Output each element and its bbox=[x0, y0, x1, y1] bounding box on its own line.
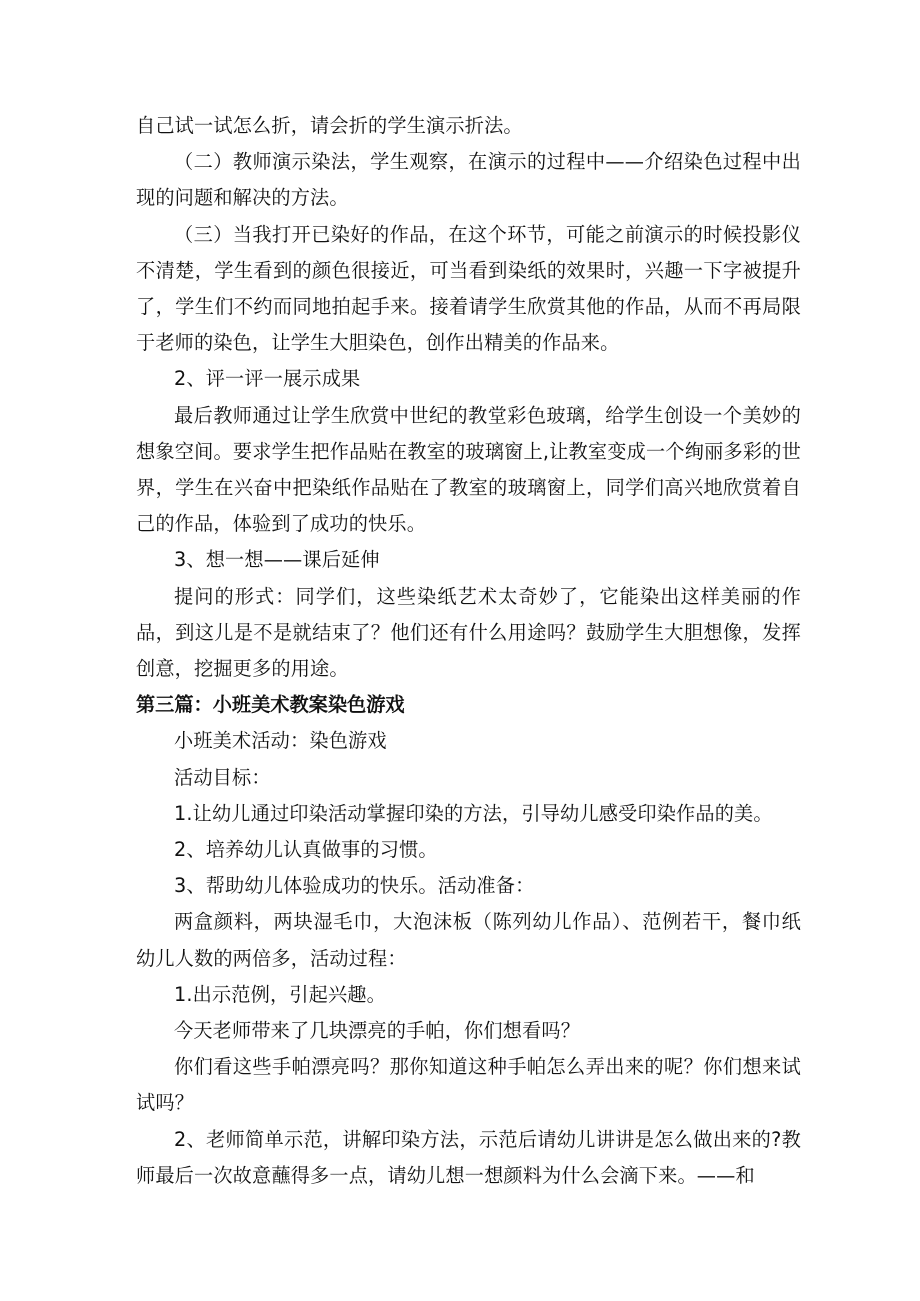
paragraph: 两盒颜料，两块湿毛巾，大泡沫板（陈列幼儿作品）、范例若干，餐巾纸幼儿人数的两倍多，活动过程： bbox=[136, 910, 801, 970]
paragraph: 3、帮助幼儿体验成功的快乐。活动准备： bbox=[174, 874, 535, 898]
paragraph: 2、培养幼儿认真做事的习惯。 bbox=[174, 838, 438, 862]
paragraph: 3、想一想——课后延伸 bbox=[174, 548, 380, 572]
paragraph: 活动目标： bbox=[174, 765, 271, 789]
paragraph: 2、老师简单示范，讲解印染方法，示范后请幼儿讲讲是怎么做出来的?教师最后一次故意蘸得多一点，请幼儿想一想颜料为什么会滴下来。——和 bbox=[136, 1127, 801, 1187]
paragraph: 2、评一评一展示成果 bbox=[174, 367, 361, 391]
paragraph: 自己试一试怎么折，请会折的学生演示折法。 bbox=[136, 114, 523, 137]
section-heading: 第三篇：小班美术教案染色游戏 bbox=[136, 693, 405, 717]
paragraph: 最后教师通过让学生欣赏中世纪的教堂彩色玻璃，给学生创设一个美妙的想象空间。要求学生把作品贴在教室的玻璃窗上,让教室变成一个绚丽多彩的世界，学生在兴奋中把染纸作品贴在了教室的玻璃窗上，同学们高兴地欣赏着自己的作品，体验到了成功的快乐。 bbox=[136, 403, 801, 536]
paragraph: 1.让幼儿通过印染活动掌握印染的方法，引导幼儿感受印染作品的美。 bbox=[174, 801, 773, 825]
paragraph: 1.出示范例，引起兴趣。 bbox=[174, 982, 386, 1006]
paragraph: 你们看这些手帕漂亮吗？那你知道这种手帕怎么弄出来的呢？你们想来试试吗？ bbox=[136, 1055, 801, 1115]
paragraph: 提问的形式：同学们，这些染纸艺术太奇妙了，它能染出这样美丽的作品，到这儿是不是就结束了？他们还有什么用途吗？鼓励学生大胆想像，发挥创意，挖掘更多的用途。 bbox=[136, 584, 801, 681]
paragraph: （三）当我打开已染好的作品，在这个环节，可能之前演示的时候投影仪不清楚，学生看到的颜色很接近，可当看到染纸的效果时，兴趣一下字被提升了，学生们不约而同地拍起手来。接着请学生欣赏其他的作品，从而不再局限于老师的染色，让学生大胆染色，创作出精美的作品来。 bbox=[136, 222, 801, 355]
paragraph: 今天老师带来了几块漂亮的手帕，你们想看吗？ bbox=[174, 1019, 581, 1043]
paragraph: （二）教师演示染法，学生观察，在演示的过程中——介绍染色过程中出现的问题和解决的方法。 bbox=[136, 150, 801, 210]
document-body bbox=[136, 108, 801, 1194]
paragraph: 小班美术活动：染色游戏 bbox=[174, 729, 387, 753]
